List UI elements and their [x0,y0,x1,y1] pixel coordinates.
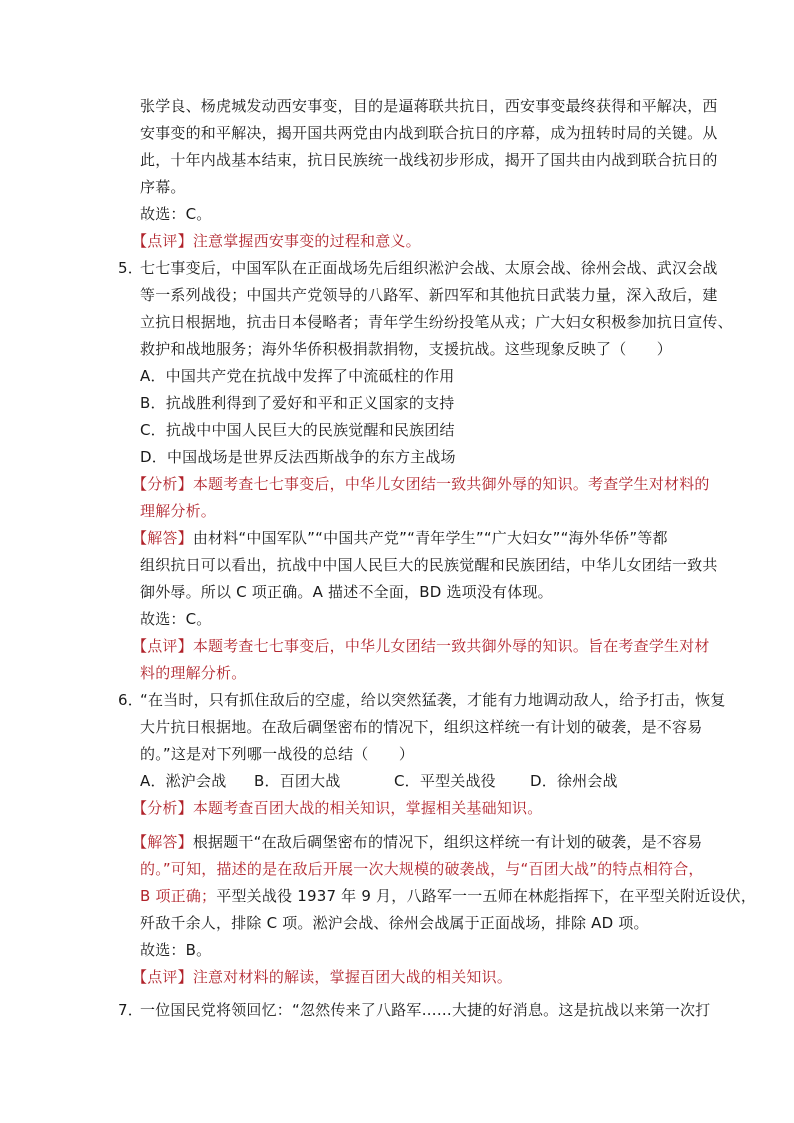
q5-analysis [132,474,710,494]
q5-answer: 故选：C。 [140,610,212,628]
q4-explanation-line: 张学良、杨虎城发动西安事变，目的是逼蒋联共抗日，西安事变最终获得和平解决，西 [140,97,718,115]
q6-option-a: A．淞沪会战 [140,772,227,790]
solution-text: 平型关战役 1937 年 9 月，八路军一一五师在林彪指挥下，在平型关附近设伏， [216,887,757,905]
q4-explanation-line: 此，十年内战基本结束，抗日民族统一战线初步形成，揭开了国共由内战到联合抗日的 [140,151,718,169]
q7-number: 7． [118,1001,143,1019]
q5-option-a: A．中国共产党在抗战中发挥了中流砥柱的作用 [140,367,455,385]
comment-text: 本题考查七七事变后，中华儿女团结一致共御外辱的知识。旨在考查学生对材 [192,637,710,655]
q6-analysis [132,798,542,818]
q5-solution-line: 御外辱。所以 C 项正确。A 描述不全面，BD 选项没有体现。 [140,583,553,601]
q6-stem-line: “在当时，只有抓住敌后的空虚，给以突然猛袭，才能有力地调动敌人，给予打击，恢复 [140,691,726,709]
q5-stem-line: 立抗日根据地，抗击日本侵略者；青年学生纷纷投笔从戎；广大妇女积极参加抗日宣传、 [140,313,733,331]
comment-tag: 【点评】 [132,232,193,250]
q6-stem-line: 大片抗日根据地。在敌后碉堡密布的情况下，组织这样统一有计划的破袭，是不容易 [140,718,703,736]
analysis-tag: 【分析】 [132,475,193,493]
q4-explanation-line: 安事变的和平解决，揭开国共两党由内战到联合抗日的序幕，成为扭转时局的关键。从 [140,124,718,142]
q5-option-c: C．抗战中中国人民巨大的民族觉醒和民族团结 [140,421,455,439]
solution-text: 根据题干“在敌后碉堡密布的情况下，组织这样统一有计划的破袭，是不容易 [192,833,703,851]
q5-option-b: B．抗战胜利得到了爱好和平和正义国家的支持 [140,394,455,412]
q5-number: 5． [118,259,143,277]
q4-answer: 故选：C。 [140,205,212,223]
comment-text: 注意掌握西安事变的过程和意义。 [192,232,421,250]
analysis-text: 本题考查七七事变后，中华儿女团结一致共御外辱的知识。考查学生对材料的 [192,475,710,493]
solution-tag: 【解答】 [132,833,193,851]
analysis-tag: 【分析】 [132,799,193,817]
q5-stem-line: 等一系列战役；中国共产党领导的八路军、新四军和其他抗日武装力量，深入敌后，建 [140,286,718,304]
analysis-text: 本题考查百团大战的相关知识，掌握相关基础知识。 [192,799,543,817]
q6-option-b: B．百团大战 [254,772,341,790]
q5-comment [132,636,710,656]
q6-solution-line: 的。”可知，描述的是在敌后开展一次大规模的破袭战，与“百团大战”的特点相符合， [140,860,704,878]
q5-solution [132,528,668,548]
q6-option-c: C．平型关战役 [394,772,496,790]
q5-option-d: D．中国战场是世界反法西斯战争的东方主战场 [140,448,456,466]
solution-text: B 项正确； [140,887,217,905]
q6-solution-line [140,886,756,906]
q5-stem-line: 七七事变后，中国军队在正面战场先后组织淞沪会战、太原会战、徐州会战、武汉会战 [140,259,718,277]
q4-comment [132,231,421,251]
comment-tag: 【点评】 [132,968,193,986]
q7-stem-line: 一位国民党将领回忆：“忽然传来了八路军……大捷的好消息。这是抗战以来第一次打 [140,1001,711,1019]
q4-explanation-line: 序幕。 [140,178,186,196]
q6-answer: 故选：B。 [140,941,212,959]
comment-tag: 【点评】 [132,637,193,655]
q6-stem-line: 的。”这是对下列哪一战役的总结（ ） [140,745,415,763]
q6-number: 6． [118,691,143,709]
q6-comment [132,967,512,987]
q6-solution [132,832,702,852]
solution-text: 由材料“中国军队”“中国共产党”“青年学生”“广大妇女”“海外华侨”等都 [192,529,668,547]
q5-stem-line: 救护和战地服务；海外华侨积极捐款捐物，支援抗战。这些现象反映了（ ） [140,340,673,358]
q5-analysis-line: 理解分析。 [140,502,217,520]
q6-option-d: D．徐州会战 [530,772,618,790]
solution-tag: 【解答】 [132,529,193,547]
q6-solution-line: 歼敌千余人，排除 C 项。淞沪会战、徐州会战属于正面战场，排除 AD 项。 [140,914,649,932]
q5-solution-line: 组织抗日可以看出，抗战中中国人民巨大的民族觉醒和民族团结，中华儿女团结一致共 [140,556,718,574]
comment-text: 注意对材料的解读，掌握百团大战的相关知识。 [192,968,513,986]
q5-comment-line: 料的理解分析。 [140,664,247,682]
